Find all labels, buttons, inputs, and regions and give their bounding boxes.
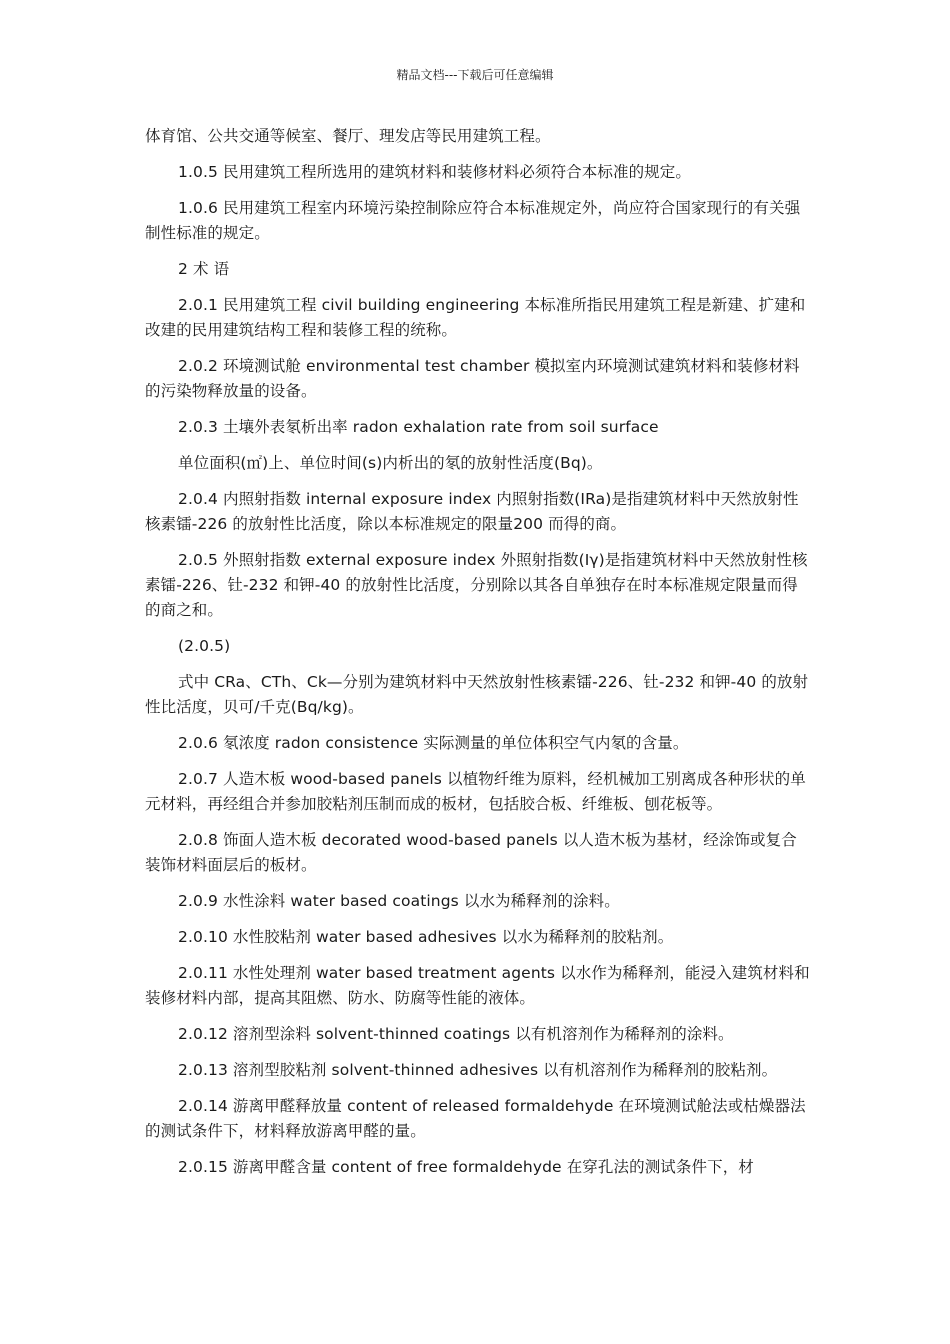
paragraph: 1.0.6 民用建筑工程室内环境污染控制除应符合本标准规定外，尚应符合国家现行的有关强制性标准的规定。 xyxy=(145,199,801,242)
paragraph: 2.0.9 水性涂料 water based coatings 以水为稀释剂的涂料。 xyxy=(178,892,620,910)
section-heading: 2 术 语 xyxy=(178,260,230,278)
paragraph: 2.0.10 水性胶粘剂 water based adhesives 以水为稀释剂的胶粘剂。 xyxy=(178,928,674,946)
paragraph: 2.0.8 饰面人造木板 decorated wood-based panels 以人造木板为基材，经涂饰或复合装饰材料面层后的板材。 xyxy=(145,831,797,874)
paragraph: 1.0.5 民用建筑工程所选用的建筑材料和装修材料必须符合本标准的规定。 xyxy=(178,163,691,181)
paragraph: 式中 CRa、CTh、Ck—分别为建筑材料中天然放射性核素镭-226、钍-232 和钾-40 的放射性比活度，贝可/千克(Bq/kg)。 xyxy=(145,673,809,716)
paragraph: 2.0.6 氡浓度 radon consistence 实际测量的单位体积空气内氡的含量。 xyxy=(178,734,689,752)
paragraph: 单位面积(㎡)上、单位时间(s)内析出的氡的放射性活度(Bq)。 xyxy=(178,454,603,472)
formula-label: (2.0.5) xyxy=(178,637,231,655)
page-header: 精品文档---下载后可任意编辑 xyxy=(396,68,554,82)
paragraph: 2.0.15 游离甲醛含量 content of free formaldehyde 在穿孔法的测试条件下，材 xyxy=(178,1158,754,1176)
paragraph: 2.0.5 外照射指数 external exposure index 外照射指数(Iγ)是指建筑材料中天然放射性核素镭-226、钍-232 和钾-40 的放射性比活度，分别除以其各自单独存在时本标准规定限量而得的商之和。 xyxy=(145,551,808,619)
paragraph: 2.0.1 民用建筑工程 civil building engineering 本标准所指民用建筑工程是新建、扩建和改建的民用建筑结构工程和装修工程的统称。 xyxy=(145,296,806,339)
paragraph: 2.0.13 溶剂型胶粘剂 solvent-thinned adhesives 以有机溶剂作为稀释剂的胶粘剂。 xyxy=(178,1061,778,1079)
paragraph: 2.0.12 溶剂型涂料 solvent-thinned coatings 以有机溶剂作为稀释剂的涂料。 xyxy=(178,1025,734,1043)
paragraph: 2.0.14 游离甲醛释放量 content of released formaldehyde 在环境测试舱法或枯燥器法的测试条件下，材料释放游离甲醛的量。 xyxy=(145,1097,806,1140)
paragraph: 体育馆、公共交通等候室、餐厅、理发店等民用建筑工程。 xyxy=(145,127,551,145)
paragraph: 2.0.2 环境测试舱 environmental test chamber 模拟室内环境测试建筑材料和装修材料的污染物释放量的设备。 xyxy=(145,357,800,400)
paragraph: 2.0.4 内照射指数 internal exposure index 内照射指数(IRa)是指建筑材料中天然放射性核素镭-226 的放射性比活度，除以本标准规定的限量200 而得的商。 xyxy=(145,490,799,533)
paragraph: 2.0.7 人造木板 wood-based panels 以植物纤维为原料，经机械加工别离成各种形状的单元材料，再经组合并参加胶粘剂压制而成的板材，包括胶合板、纤维板、刨花板等。 xyxy=(145,770,806,813)
paragraph: 2.0.3 土壤外表氡析出率 radon exhalation rate from soil surface xyxy=(178,418,659,436)
paragraph: 2.0.11 水性处理剂 water based treatment agents 以水作为稀释剂，能浸入建筑材料和装修材料内部，提高其阻燃、防水、防腐等性能的液体。 xyxy=(145,964,810,1007)
document-body xyxy=(145,124,810,1191)
